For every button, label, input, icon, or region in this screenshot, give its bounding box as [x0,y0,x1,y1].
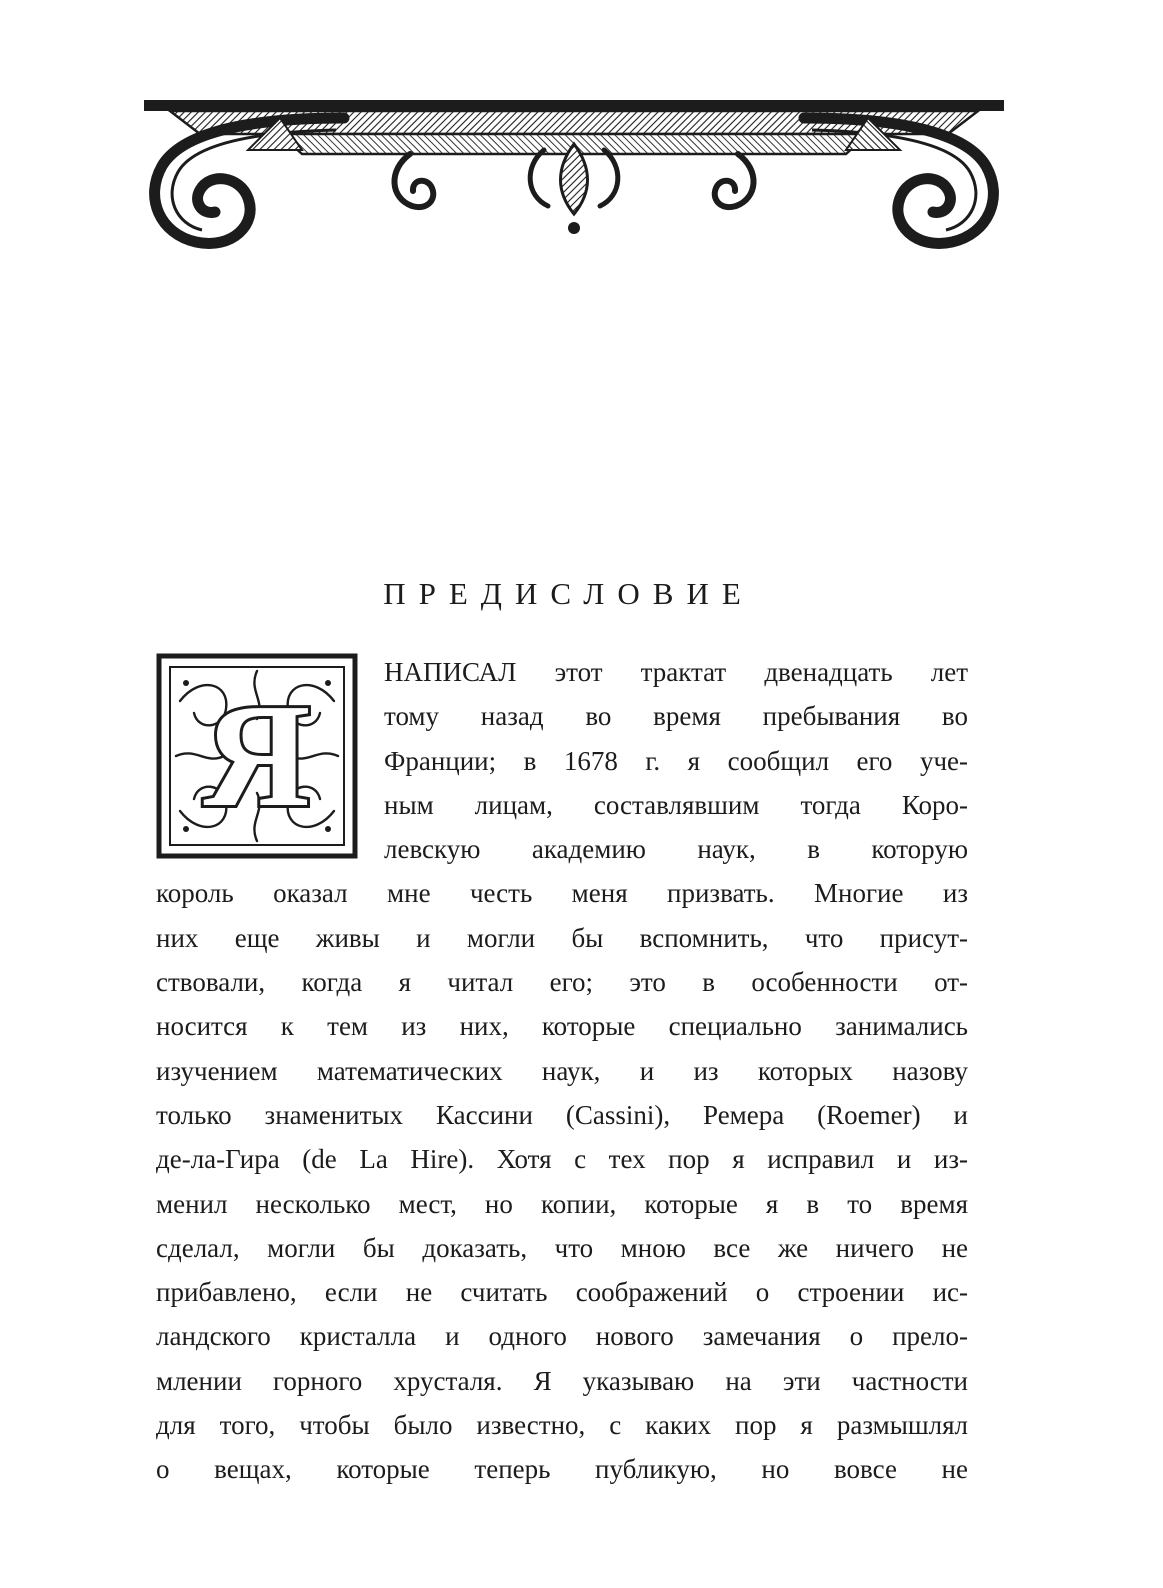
scrollwork-engraving-icon [130,92,1018,264]
preface-title: ПРЕДИСЛОВИЕ [383,576,754,611]
text-line-8: ствовали, когда я читал его; это в особенности от- [156,967,968,998]
dropcap-letter: Я [203,674,311,838]
dropcap-frame-icon [156,653,358,859]
text-line-15: прибавлено, если не считать соображений о строении ис- [156,1277,968,1308]
paragraph [156,650,968,1492]
text-line-7: них еще живы и могли бы вспомнить, что присут- [156,922,968,953]
text-line-12: де-ла-Гира (de La Hire). Хотя с тех пор я исправил и из- [156,1144,968,1175]
text-line-1: НАПИСАЛ этот трактат двенадцать лет [384,657,968,687]
dropcap-initial [156,653,358,859]
text-line-18: для того, чтобы было известно, с каких пор я размышлял [156,1410,968,1441]
text-line-11: только знаменитых Кассини (Cassini), Ремера (Roemer) и [156,1099,968,1130]
text-line-13: менил несколько мест, но копии, которые я в то время [156,1188,968,1219]
text-line-4: ным лицам, составлявшим тогда Коро- [384,789,968,820]
text-line-14: сделал, могли бы доказать, что мною все же ничего не [156,1232,968,1263]
headpiece-ornament [130,92,1018,264]
text-line-19: о вещах, которые теперь публикую, но вовсе не [156,1454,968,1485]
text-line-17: млении горного хрусталя. Я указываю на эти частности [156,1365,968,1396]
text-line-10: изучением математических наук, и из которых назову [156,1055,968,1086]
text-line-6: король оказал мне честь меня призвать. Многие из [156,878,968,909]
text-line-2: тому назад во время пребывания во [384,701,968,732]
text-line-5: левскую академию наук, в которую [384,834,968,865]
text-line-9: носится к тем из них, которые специально занимались [156,1011,968,1042]
text-line-16: ландского кристалла и одного нового замечания о прело- [156,1321,968,1352]
text-line-3: Франции; в 1678 г. я сообщил его уче- [384,745,968,776]
